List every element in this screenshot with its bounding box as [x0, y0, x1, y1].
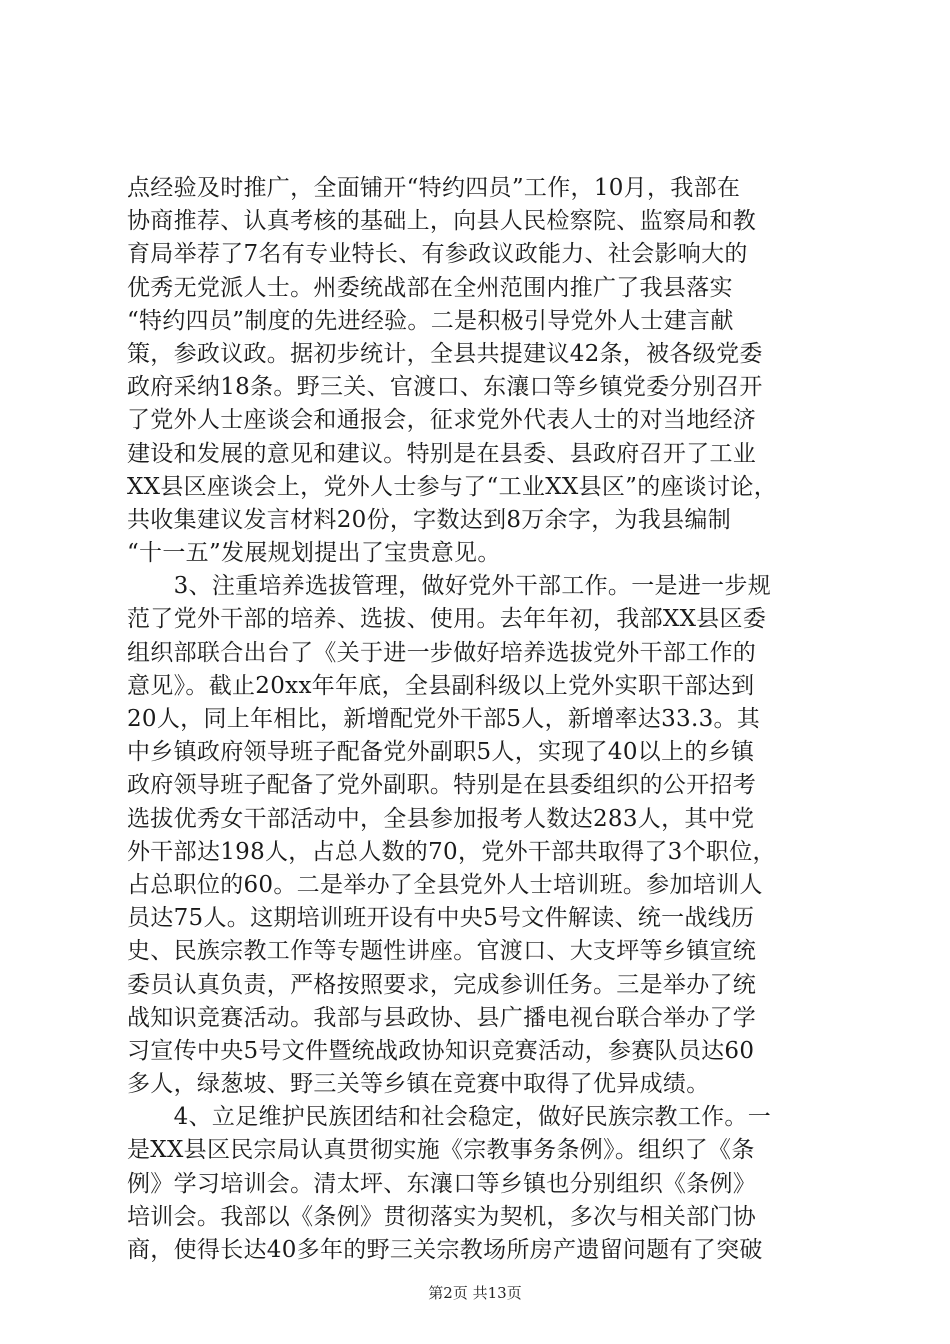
text-line: 是XX县区民宗局认真贯彻实施《宗教事务条例》。组织了《条	[127, 1137, 755, 1164]
text-line: 共收集建议发言材料20份，字数达到8万余字，为我县编制	[127, 506, 731, 533]
text-line: 商，使得长达40多年的野三关宗教场所房产遗留问题有了突破	[127, 1237, 763, 1263]
page-footer: 第2页 共13页	[428, 1284, 522, 1302]
text-line: 委员认真负责，严格按照要求，完成参训任务。三是举办了统	[127, 971, 757, 998]
text-line: 外干部达198人，占总人数的70，党外干部共取得了3个职位，	[127, 838, 776, 865]
text-line: 点经验及时推广，全面铺开“特约四员”工作，10月，我部在	[127, 175, 741, 201]
text-line: 组织部联合出台了《关于进一步做好培养选拔党外干部工作的	[127, 639, 757, 666]
text-line: 范了党外干部的培养、选拔、使用。去年年初，我部XX县区委	[127, 606, 767, 633]
text-line: 4、立足维护民族团结和社会稳定，做好民族宗教工作。一	[127, 1104, 772, 1131]
document-body	[127, 172, 823, 1267]
text-line: 优秀无党派人士。州委统战部在全州范围内推广了我县落实	[127, 274, 733, 301]
text-line: 战知识竞赛活动。我部与县政协、县广播电视台联合举办了学	[127, 1004, 757, 1031]
text-line: 20人，同上年相比，新增配党外干部5人，新增率达33.3。其	[127, 706, 761, 732]
text-line: “十一五”发展规划提出了宝贵意见。	[127, 540, 501, 567]
text-line: 建设和发展的意见和建议。特别是在县委、县政府召开了工业	[127, 440, 757, 467]
text-line: 员达75人。这期培训班开设有中央5号文件解读、统一战线历	[127, 905, 755, 932]
text-line: 了党外人士座谈会和通报会，征求党外代表人士的对当地经济	[127, 407, 757, 434]
text-line: 选拔优秀女干部活动中，全县参加报考人数达283人，其中党	[127, 805, 755, 832]
text-line: 意见》。截止20xx年年底，全县副科级以上党外实职干部达到	[127, 672, 755, 699]
text-line: 多人，绿葱坡、野三关等乡镇在竞赛中取得了优异成绩。	[127, 1071, 710, 1098]
text-line: 培训会。我部以《条例》贯彻落实为契机，多次与相关部门协	[127, 1203, 757, 1230]
text-line: 政府领导班子配备了党外副职。特别是在县委组织的公开招考	[127, 772, 757, 799]
text-line: 习宣传中央5号文件暨统战政协知识竞赛活动，参赛队员达60	[127, 1037, 755, 1064]
text-line: 中乡镇政府领导班子配备党外副职5人，实现了40以上的乡镇	[127, 739, 755, 766]
text-line: 政府采纳18条。野三关、官渡口、东瀼口等乡镇党委分别召开	[127, 374, 763, 401]
text-line: 育局举荐了7名有专业特长、有参政议政能力、社会影响大的	[127, 241, 748, 268]
text-line: 史、民族宗教工作等专题性讲座。官渡口、大支坪等乡镇宣统	[127, 938, 757, 965]
text-line: XX县区座谈会上，党外人士参与了“工业XX县区”的座谈讨论，	[127, 473, 778, 500]
text-line: 例》学习培训会。清太坪、东瀼口等乡镇也分别组织《条例》	[127, 1170, 757, 1197]
text-line: “特约四员”制度的先进经验。二是积极引导党外人士建言献	[127, 307, 734, 334]
text-line: 3、注重培养选拔管理，做好党外干部工作。一是进一步规	[127, 573, 772, 600]
text-line: 协商推荐、认真考核的基础上，向县人民检察院、监察局和教	[127, 208, 757, 235]
text-line: 占总职位的60。二是举办了全县党外人士培训班。参加培训人	[127, 871, 763, 898]
text-line: 策，参政议政。据初步统计，全县共提建议42条，被各级党委	[127, 340, 763, 367]
